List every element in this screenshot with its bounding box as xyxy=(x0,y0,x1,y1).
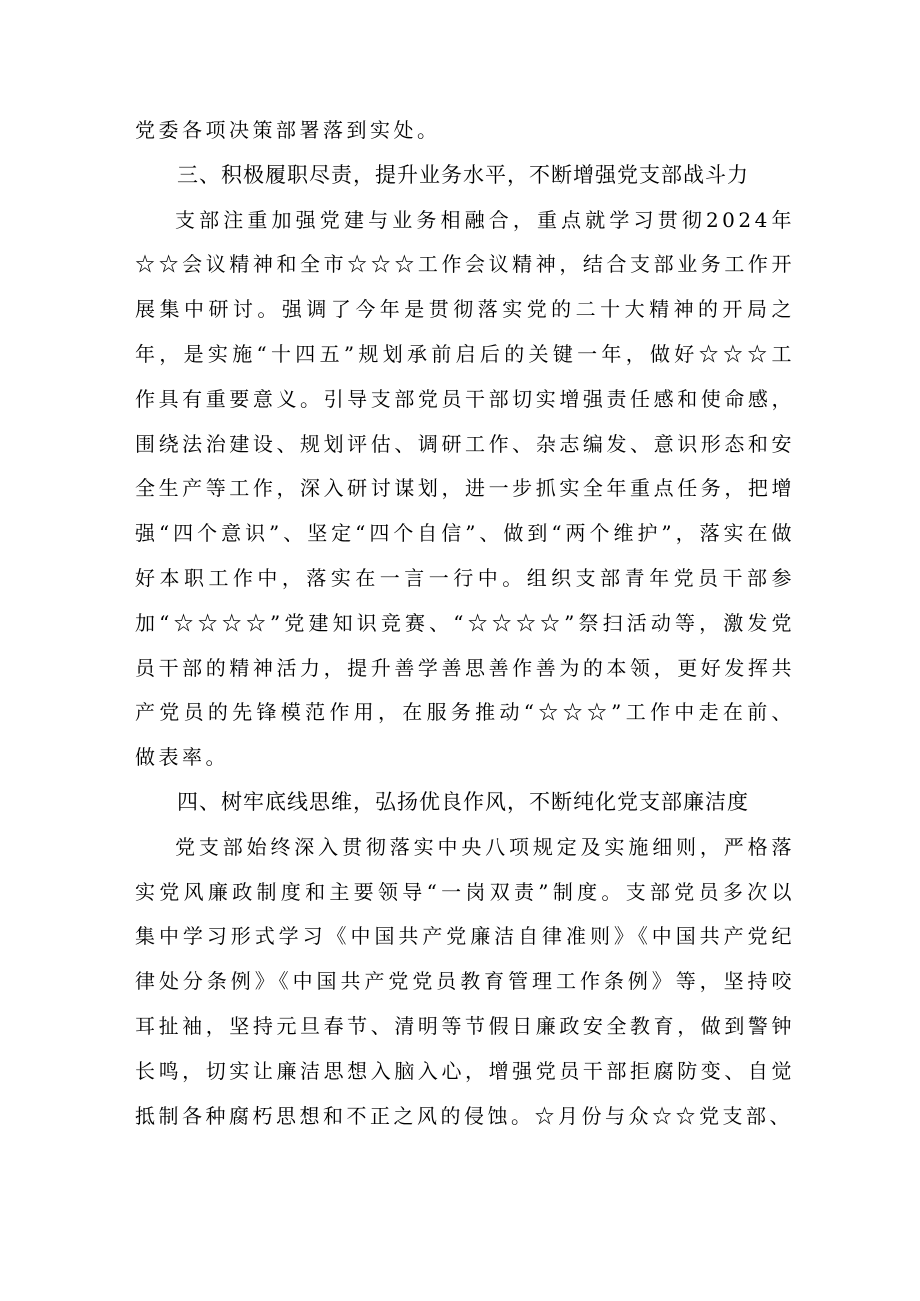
document-body xyxy=(135,108,795,1138)
paragraph-section-4: 党支部始终深入贯彻落实中央八项规定及实施细则，严格落实党风廉政制度和主要领导“一岗双责”制度。支部党员多次以集中学习形式学习《中国共产党廉洁自律准则》《中国共产党纪律处分条例》《中国共产党党员教育管理工作条例》等，坚持咬耳扯袖，坚持元旦春节、清明等节假日廉政安全教育，做到警钟长鸣，切实让廉洁思想入脑入心，增强党员干部拒腐防变、自觉抵制各种腐朽思想和不正之风的侵蚀。☆月份与众☆☆党支部、 xyxy=(135,834,795,1128)
section-heading-3: 三、积极履职尽责，提升业务水平，不断增强党支部战斗力 xyxy=(177,162,749,187)
paragraph-continuation: 党委各项决策部署落到实处。 xyxy=(135,118,441,142)
paragraph-section-3: 支部注重加强党建与业务相融合，重点就学习贯彻2024年☆☆会议精神和全市☆☆☆工作会议精神，结合支部业务工作开展集中研讨。强调了今年是贯彻落实党的二十大精神的开局之年，是实施“十四五”规划承前启后的关键一年，做好☆☆☆工作具有重要意义。引导支部党员干部切实增强责任感和使命感，围绕法治建设、规划评估、调研工作、杂志编发、意识形态和安全生产等工作，深入研讨谋划，进一步抓实全年重点任务，把增强“四个意识”、坚定“四个自信”、做到“两个维护”，落实在做好本职工作中，落实在一言一行中。组织支部青年党员干部参加“☆☆☆☆”党建知识竞赛、“☆☆☆☆”祭扫活动等，激发党员干部的精神活力，提升善学善思善作善为的本领，更好发挥共产党员的先锋模范作用，在服务推动“☆☆☆”工作中走在前、做表率。 xyxy=(135,207,795,770)
section-heading-4: 四、树牢底线思维，弘扬优良作风，不断纯化党支部廉洁度 xyxy=(177,789,749,814)
